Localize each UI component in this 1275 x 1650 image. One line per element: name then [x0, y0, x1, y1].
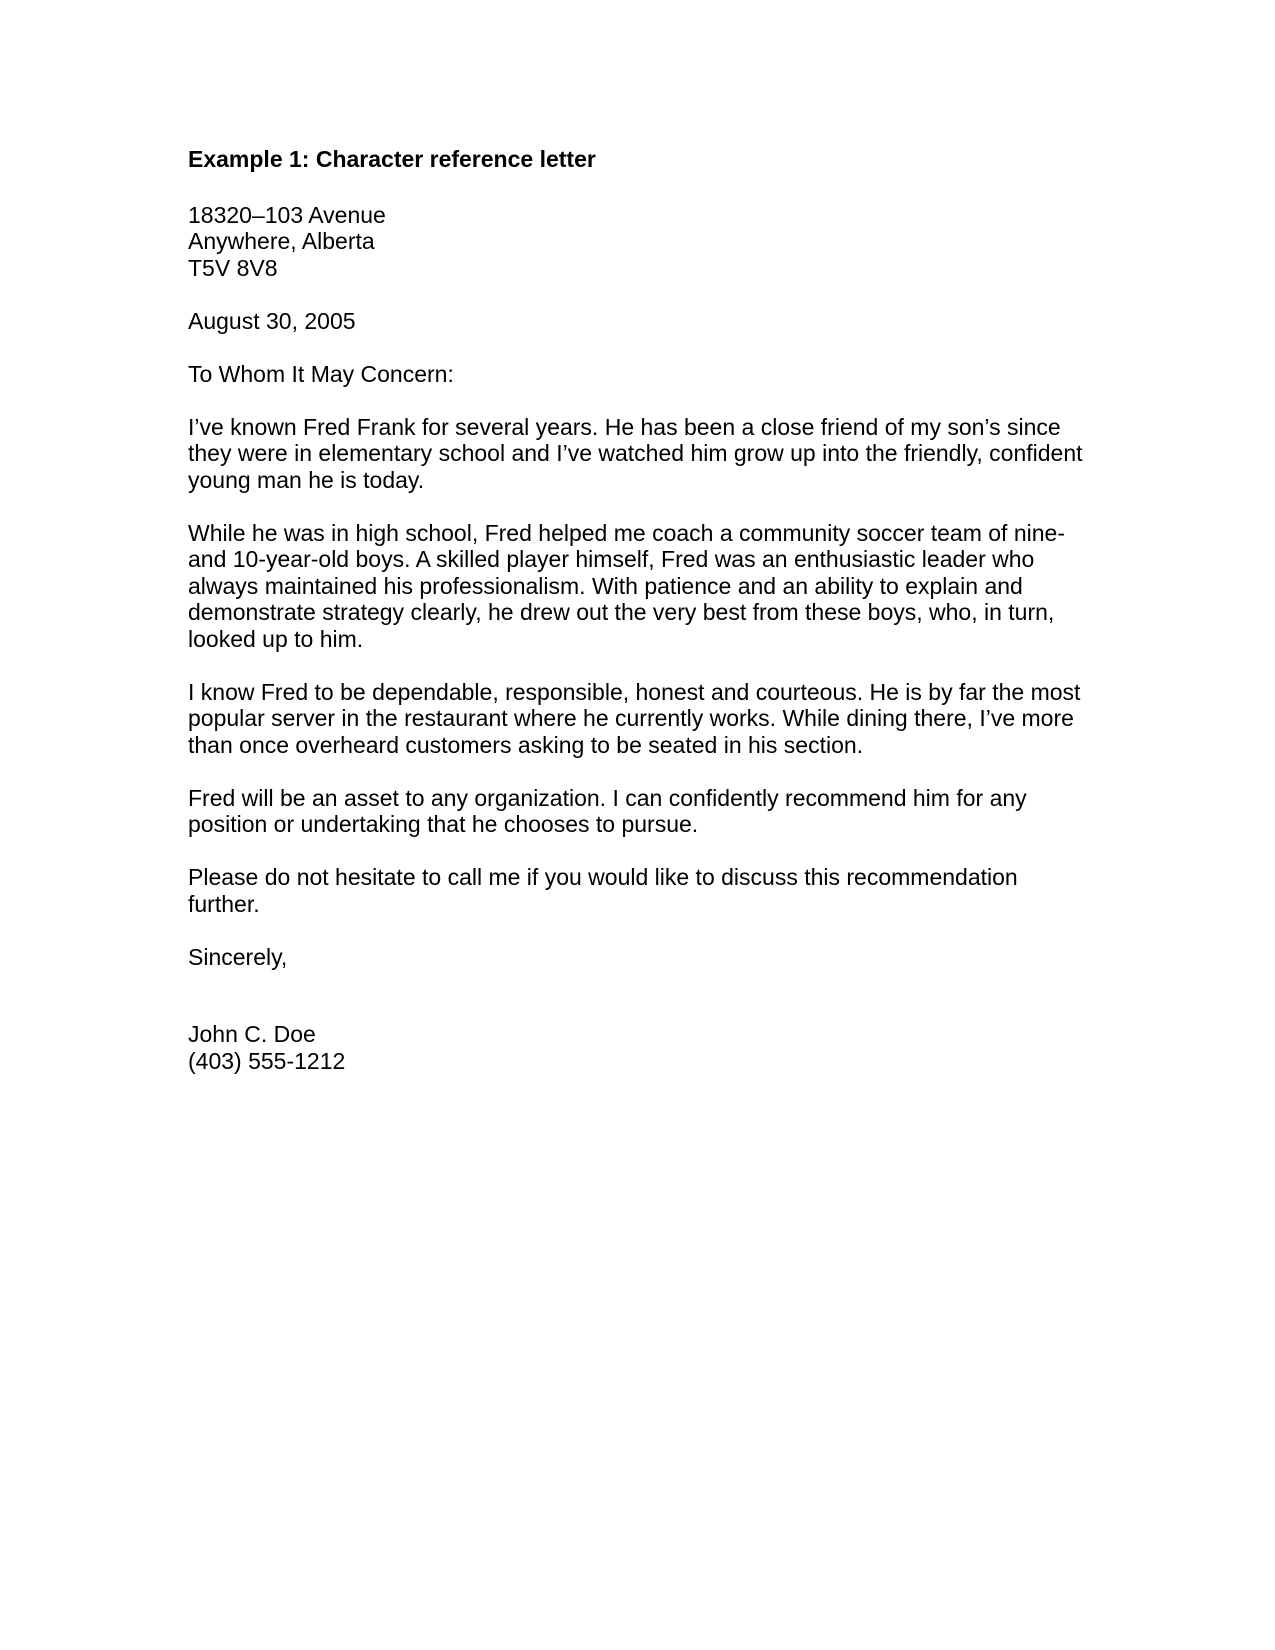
letter-heading: Example 1: Character reference letter: [188, 146, 596, 172]
paragraph-1-line: they were in elementary school and I’ve watched him grow up into the friendly, confident: [188, 440, 1083, 466]
paragraph-4: [188, 785, 1108, 838]
signature-name: John C. Doe: [188, 1021, 316, 1047]
paragraph-5-line: further.: [188, 890, 260, 917]
letter-content: [188, 146, 1108, 1101]
paragraph-3: [188, 679, 1108, 759]
paragraph-2-line: While he was in high school, Fred helped me coach a community soccer team of nine-: [188, 519, 1065, 546]
paragraph-3-line: popular server in the restaurant where he currently works. While dining there, I’ve more: [188, 705, 1074, 731]
paragraph-5: [188, 864, 1108, 917]
paragraph-1-line: young man he is today.: [188, 466, 425, 493]
address-line-street: 18320–103 Avenue: [188, 201, 386, 228]
paragraph-2-line: demonstrate strategy clearly, he drew out the very best from these boys, who, in turn,: [188, 599, 1055, 625]
signature-phone: (403) 555-1212: [188, 1047, 346, 1074]
paragraph-2-line: looked up to him.: [188, 625, 364, 652]
paragraph-2-line: always maintained his professionalism. With patience and an ability to explain and: [188, 572, 1023, 599]
salutation-block: [188, 361, 1108, 388]
paragraph-1-line: I’ve known Fred Frank for several years. He has been a close friend of my son’s since: [188, 413, 1061, 440]
signature-block: [188, 1021, 1108, 1074]
paragraph-4-line: position or undertaking that he chooses to pursue.: [188, 811, 699, 837]
paragraph-5-line: Please do not hesitate to call me if you would like to discuss this recommendation: [188, 864, 1018, 890]
paragraph-2: [188, 520, 1108, 653]
date-block: [188, 308, 1108, 335]
paragraph-2-line: and 10-year-old boys. A skilled player himself, Fred was an enthusiastic leader who: [188, 546, 1035, 572]
paragraph-1: [188, 414, 1108, 494]
closing-block: [188, 944, 1108, 971]
paragraph-3-line: than once overheard customers asking to be seated in his section.: [188, 731, 864, 758]
salutation: To Whom It May Concern:: [188, 360, 454, 387]
letter-date: August 30, 2005: [188, 307, 356, 334]
closing: Sincerely,: [188, 943, 288, 970]
address-line-postal-code: T5V 8V8: [188, 254, 278, 281]
paragraph-3-line: I know Fred to be dependable, responsible, honest and courteous. He is by far the most: [188, 678, 1081, 705]
sender-address-block: [188, 202, 1108, 282]
address-line-city: Anywhere, Alberta: [188, 228, 375, 254]
paragraph-4-line: Fred will be an asset to any organization. I can confidently recommend him for any: [188, 784, 1027, 811]
